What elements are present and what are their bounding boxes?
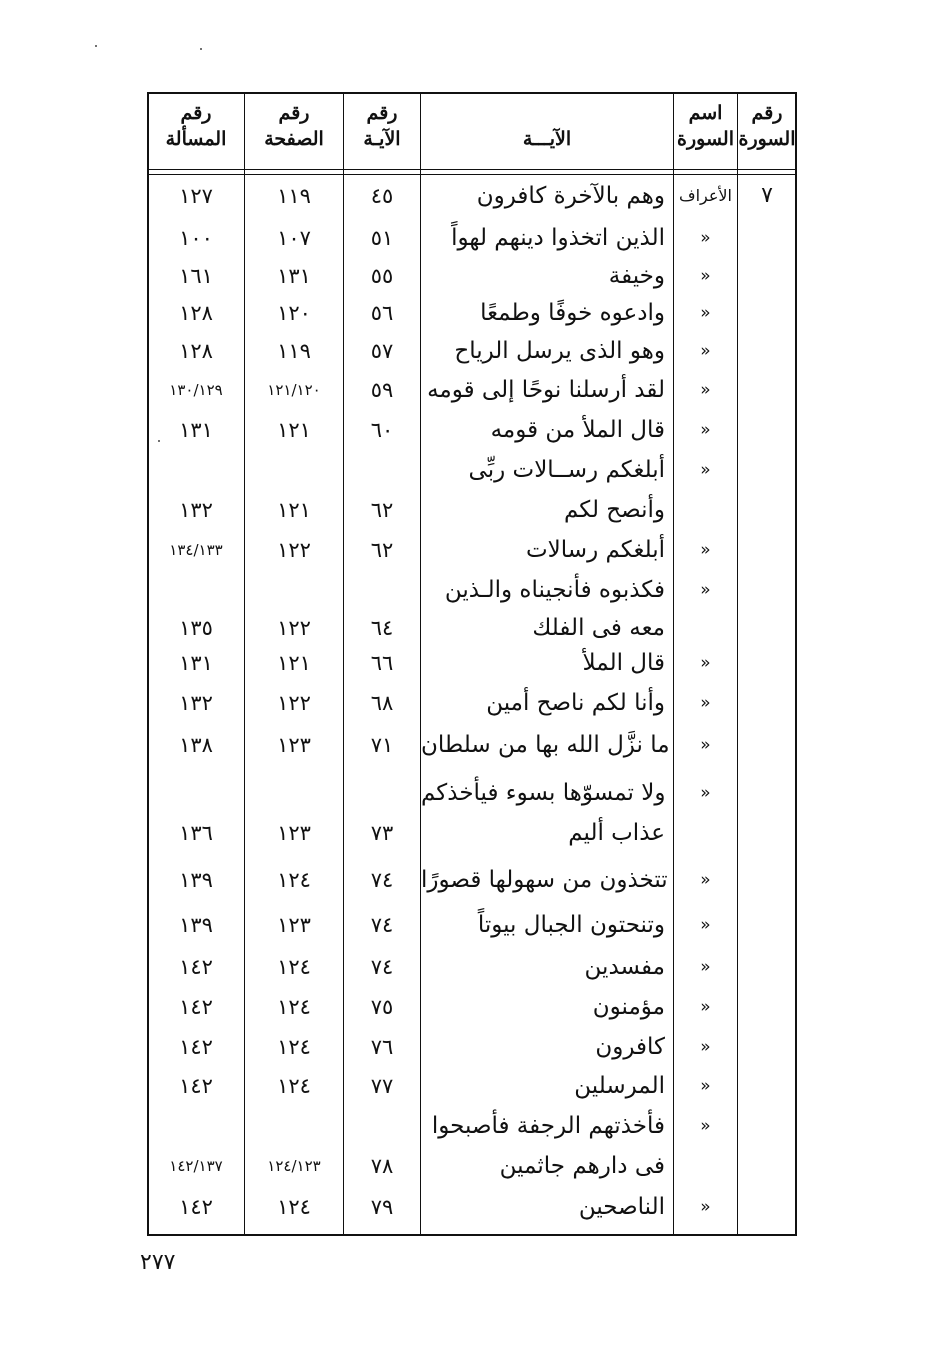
page-number-cell: ١٢٢ <box>277 538 311 562</box>
verse-number: ٥٦ <box>370 301 394 325</box>
verse-number: ٦٢ <box>370 498 394 522</box>
issue-number-cell: ١٢٧ <box>179 184 213 208</box>
ditto-mark: » <box>700 1037 711 1057</box>
header-verse: الآيـــة <box>522 128 572 150</box>
issue-number-cell: ١٣٢ <box>179 498 213 522</box>
issue-number-cell: ١٣٨ <box>179 733 213 757</box>
page-number-cell: ١٢٢ <box>277 616 311 640</box>
issue-number-cell: ١٤٢ <box>179 1195 213 1219</box>
verse-number <box>344 450 420 490</box>
verse-number: ٧٤ <box>370 868 394 892</box>
issue-number-cell: ١٤٢ <box>179 955 213 979</box>
issue-number-cell: ١٣٠/١٢٩ <box>169 381 223 399</box>
verse-text: ما نزَّل الله بها من سلطان <box>421 732 670 758</box>
ditto-mark: » <box>700 540 711 560</box>
issue-number-cell: ١٣٦ <box>179 821 213 845</box>
sura-number: ٧ <box>761 183 773 208</box>
ditto-mark: » <box>700 341 711 361</box>
verse-number: ٧٩ <box>370 1195 394 1219</box>
issue-number-cell <box>148 570 244 610</box>
verse-number <box>344 773 420 813</box>
verse-number: ٧١ <box>370 733 394 757</box>
verse-number <box>344 570 420 610</box>
issue-number-cell: ١٢٨ <box>179 301 213 325</box>
issue-number-cell: ١٤٢ <box>179 1035 213 1059</box>
issue-number-cell: ١٤٢ <box>179 995 213 1019</box>
ditto-mark: » <box>700 997 711 1017</box>
issue-number-cell: ١٠٠ <box>179 226 213 250</box>
verse-text: الذين اتخذوا دينهم لهواً <box>451 225 665 251</box>
page-number-cell: ١١٩ <box>277 184 311 208</box>
page-number-cell: ١٢٤ <box>277 1074 311 1098</box>
verse-text: المرسلين <box>574 1073 665 1099</box>
verse-number: ٥٧ <box>370 339 394 363</box>
issue-number-cell: ١٣٤/١٣٣ <box>169 541 223 559</box>
ditto-mark: » <box>700 266 711 286</box>
issue-number-cell <box>148 1106 244 1146</box>
page-number-cell: ١٢٤ <box>277 868 311 892</box>
issue-number-cell: ١٣٢ <box>179 691 213 715</box>
page-number-cell: ١٢٤ <box>277 1035 311 1059</box>
verse-number: ٦٤ <box>370 616 394 640</box>
verse-text: وأنا لكم ناصح أمين <box>486 690 665 716</box>
header-issue-number: رقم المسألة <box>165 102 227 150</box>
page-number-cell: ١٢٠ <box>277 301 311 325</box>
ditto-mark: » <box>700 1076 711 1096</box>
verse-number: ٧٧ <box>370 1074 394 1098</box>
ditto-mark: » <box>700 957 711 977</box>
header-sura-name: اسم السورة <box>677 102 734 150</box>
verse-text: وتنحتون الجبال بيوتاً <box>477 912 665 938</box>
ditto-mark: » <box>700 870 711 890</box>
verse-text: فأخذتهم الرجفة فأصبحوا <box>431 1113 665 1139</box>
verse-text: مؤمنون <box>592 994 665 1020</box>
verse-text: وادعوه خوفًا وطمعًا <box>480 300 665 326</box>
verse-number: ٦٨ <box>370 691 394 715</box>
verse-number <box>344 1106 420 1146</box>
page-number-cell: ١٢١ <box>277 498 311 522</box>
ditto-mark: » <box>700 653 711 673</box>
verse-text: كافرون <box>595 1034 665 1060</box>
issue-number-cell: ١٢٨ <box>179 339 213 363</box>
page-number-cell: ١٢١/١٢٠ <box>267 381 321 399</box>
verse-text: فى دارهم جاثمين <box>499 1153 665 1179</box>
verse-text: أبلغكم رسالات <box>526 537 665 563</box>
page-number-cell <box>245 570 343 610</box>
page-number-cell: ١٢٣ <box>277 913 311 937</box>
issue-number-cell: ١٣٩ <box>179 913 213 937</box>
page-number-cell <box>245 450 343 490</box>
ditto-mark: » <box>700 380 711 400</box>
verse-number: ٧٣ <box>370 821 394 845</box>
verse-number: ٦٢ <box>370 538 394 562</box>
verse-text: وأنصح لكم <box>563 497 665 523</box>
verse-text: معه فى الفلك <box>532 615 665 641</box>
verse-number: ٦٦ <box>370 651 394 675</box>
ditto-mark: » <box>700 228 711 248</box>
verse-number: ٧٨ <box>370 1154 394 1178</box>
page-number-cell: ١٢٤/١٢٣ <box>267 1157 321 1175</box>
verse-number: ٥٥ <box>370 264 394 288</box>
verse-number: ٧٥ <box>370 995 394 1019</box>
header-sura-number: رقم السورة <box>738 102 796 150</box>
header-divider <box>147 174 797 175</box>
ditto-mark: » <box>700 460 711 480</box>
issue-number-cell: ١٦١ <box>179 264 213 288</box>
page-number-cell: ١٠٧ <box>277 226 311 250</box>
verse-text: فكذبوه فأنجيناه والـذين <box>444 577 665 603</box>
page-number-cell: ١٢٤ <box>277 995 311 1019</box>
page-number-cell: ١٢١ <box>277 651 311 675</box>
verse-text: الناصحين <box>578 1194 665 1220</box>
issue-number-cell: ١٤٢ <box>179 1074 213 1098</box>
verse-text: قال الملأ <box>582 650 665 676</box>
ditto-mark: » <box>700 1116 711 1136</box>
verse-text: أبلغكم رســالات ربِّى <box>468 457 665 483</box>
header-divider <box>147 169 797 170</box>
verse-text: وخيفة <box>608 263 665 289</box>
verse-text: ولا تمسوّها بسوء فيأخذكم <box>421 780 666 806</box>
page-number-cell <box>245 773 343 813</box>
page-number-cell: ١٢٤ <box>277 955 311 979</box>
ditto-mark: » <box>700 420 711 440</box>
verse-number: ٦٠ <box>370 418 394 442</box>
sura-name: الأعراف <box>679 186 732 205</box>
ditto-mark: » <box>700 580 711 600</box>
ditto-mark: » <box>700 303 711 323</box>
verse-number: ٤٥ <box>370 184 394 208</box>
page-number-cell: ١٢٤ <box>277 1195 311 1219</box>
speck <box>200 48 202 50</box>
issue-number-cell <box>148 450 244 490</box>
verse-text: لقد أرسلنا نوحًا إلى قومه <box>427 377 665 403</box>
verse-text: عذاب أليم <box>568 820 665 846</box>
page-number-cell: ١٣١ <box>277 264 311 288</box>
issue-number-cell: ١٣١ <box>179 418 213 442</box>
page-number: ٢٧٧ <box>140 1250 176 1275</box>
verse-text: مفسدين <box>584 954 665 980</box>
page-number-cell: ١٢١ <box>277 418 311 442</box>
verse-number: ٥٩ <box>370 378 394 402</box>
issue-number-cell: ١٣١ <box>179 651 213 675</box>
issue-number-cell: ١٣٥ <box>179 616 213 640</box>
column-divider <box>737 92 738 1236</box>
ditto-mark: » <box>700 1197 711 1217</box>
speck <box>95 45 97 47</box>
page-number-cell <box>245 1106 343 1146</box>
verse-text: وهو الذى يرسل الرياح <box>454 338 665 364</box>
verse-number: ٥١ <box>370 226 394 250</box>
verse-number: ٧٤ <box>370 913 394 937</box>
ditto-mark: » <box>700 915 711 935</box>
verse-text: وهم بالآخرة كافرون <box>476 183 665 209</box>
ditto-mark: » <box>700 735 711 755</box>
page-number-cell: ١٢٣ <box>277 821 311 845</box>
issue-number-cell: ١٤٢/١٣٧ <box>169 1157 223 1175</box>
ditto-mark: » <box>700 693 711 713</box>
verse-number: ٧٦ <box>370 1035 394 1059</box>
verse-text: تتخذون من سهولها قصورًا <box>421 867 668 893</box>
page-number-cell: ١٢٢ <box>277 691 311 715</box>
issue-number-cell: ١٣٩ <box>179 868 213 892</box>
verse-number: ٧٤ <box>370 955 394 979</box>
page-number-cell: ١٢٣ <box>277 733 311 757</box>
verse-text: قال الملأ من قومه <box>490 417 665 443</box>
header-verse-number: رقم الآيـة <box>363 102 401 150</box>
page-number-cell: ١١٩ <box>277 339 311 363</box>
ditto-mark: » <box>700 783 711 803</box>
issue-number-cell <box>148 773 244 813</box>
header-page-number: رقم الصفحة <box>264 102 324 150</box>
